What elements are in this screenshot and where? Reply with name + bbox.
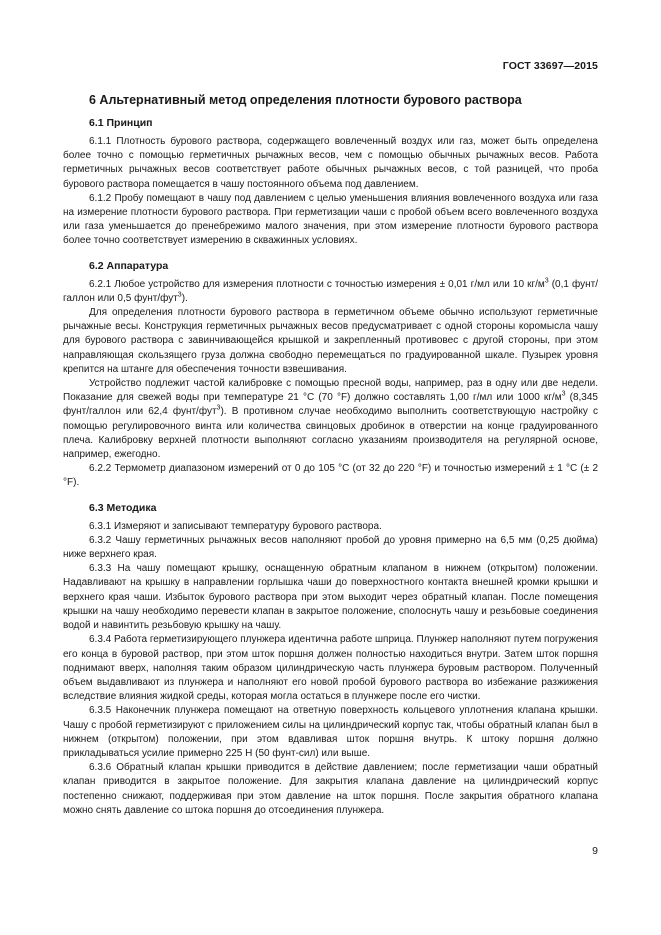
paragraph-6-2-1: 6.2.1 Любое устройство для измерения плотности с точностью измерения ± 0,01 г/мл или 10 $кг/м^3$ (0,1 фунт/галлон или 0,5 фунт/фут$^3$). [63, 277, 598, 304]
page-number: 9 [592, 845, 598, 857]
subsection-heading-6-1: 6.1 Принцип [89, 117, 153, 129]
paragraph-6-3-3: 6.3.3 На чашу помещают крышку, оснащенную обратным клапаном в нижнем (открытом) положении. Надавливают на крышку в направлении горлышка чаши до поверхностного контакта внешней кромки крышки и верхнего края чаши. Избыток бурового раствора при этом выходит через обратный клапан. После помещения крышки на чашу необходимо перевести клапан в закрытое положение, сполоснуть чашу и резьбовые соединения водой и навинтить резьбовую крышку на чашу. [63, 563, 598, 632]
subsection-heading-6-2: 6.2 Аппаратура [89, 259, 169, 272]
subsection-heading-6-3: 6.3 Методика [89, 501, 157, 514]
paragraph-6-3-6: 6.3.6 Обратный клапан крышки приводится в действие давлением; после герметизации чаши обратный клапан приводится в закрытое положение. Для закрытия клапана давление на цилиндрический корпус постепенно снижают, поддерживая при этом давление на шток поршня. После закрытия обратного клапана можно снять давление со штока поршня до отсоединения плунжера. [63, 762, 598, 816]
paragraph-6-3-2: 6.3.2 Чашу герметичных рычажных весов наполняют пробой до уровня примерно на 6,5 мм (0,25 дюйма) ниже верхнего края. [63, 534, 598, 561]
paragraph-6-3-1: 6.3.1 Измеряют и записывают температуру бурового раствора. [89, 520, 382, 532]
paragraph-6-1-2: 6.1.2 Пробу помещают в чашу под давлением с целью уменьшения влияния вовлеченного воздуха или газа на измерение плотности бурового раствора. При герметизации чаши с пробой объем всего вовлеченного воздуха или газа уменьшается до пренебрежимо малого значения, при этом измерение плотности бурового раствора более точно соответствует измерению в скважинных условиях. [63, 192, 598, 247]
section-title: 6 Альтернативный метод определения плотности бурового раствора [89, 93, 522, 107]
paragraph-6-2-2: 6.2.2 Термометр диапазоном измерений от 0 до 105 °С (от 32 до 220 °F) и точностью измерений ± 1 °С (± 2 °F). [63, 463, 598, 489]
paragraph-6-1-1: 6.1.1 Плотность бурового раствора, содержащего вовлеченный воздух или газ, может быть определена более точно с помощью герметичных рычажных весов, чем с помощью обычных рычажных весов. Работа герметичных рычажных весов соответствует работе обычных рычажных весов, с той разницей, что проба бурового раствора помещается в чашу постоянного объема под давлением. [63, 136, 598, 190]
paragraph-6-3-4: 6.3.4 Работа герметизирующего плунжера идентична работе шприца. Плунжер наполняют путем погружения его конца в буровой раствор, при этом шток поршня должен полностью находиться внутри. Затем шток поршня поднимают вверх, наполняя таким образом цилиндрическую часть плунжера буровым раствором. Полученный объем выдавливают из плунжера и наполняют его новой пробой бурового раствора во избежание разжижения вследствие влияния жидкой среды, которая могла остаться в плунжере после его чистки. [63, 634, 598, 703]
paragraph-6-3-5: 6.3.5 Наконечник плунжера помещают на ответную поверхность кольцевого уплотнения клапана крышки. Чашу с пробой герметизируют с приложением силы на цилиндрический корпус так, чтобы обратный клапан был в нижнем (открытом) положении, при этом вдавливая шток поршня внутрь. К штоку поршня должно прикладываться усилие примерно 225 Н (50 фунт-сил) или выше. [63, 705, 598, 759]
standard-header: ГОСТ 33697—2015 [502, 60, 598, 72]
paragraph-6-2-1-weights: Для определения плотности бурового раствора в герметичном объеме обычно используют герметичные рычажные весы. Конструкция герметичных рычажных весов предусматривает с одной стороны коромысла чашу для бурового раствора с завинчивающейся крышкой и закрепленный противовес с другой стороны, при этом направляющая скользящего груза должна свободно перемещаться по градуированной шкале. Пузырек уровня крепится на штанге для обеспечения точности взвешивания. [63, 307, 598, 375]
paragraph-6-2-1-calibration: Устройство подлежит частой калибровке с помощью пресной воды, например, раз в одну или две недели. Показание для свежей воды при температуре 21 °С (70 °F) должно составлять 1,00 г/мл или 1000 $кг/м^3$ (8,345 фунт/галлон или 62,4 фунт/фут$^3$). В противном случае необходимо выполнить соответствующую настройку с помощью регулировочного винта или количества свинцовых дробинок в отверстии на конце градуированного плеча. Калибровку верхней плотности выполняют согласно указаниям производителя на регулярной основе, например, ежегодно. [63, 378, 598, 461]
document-body [63, 92, 598, 818]
